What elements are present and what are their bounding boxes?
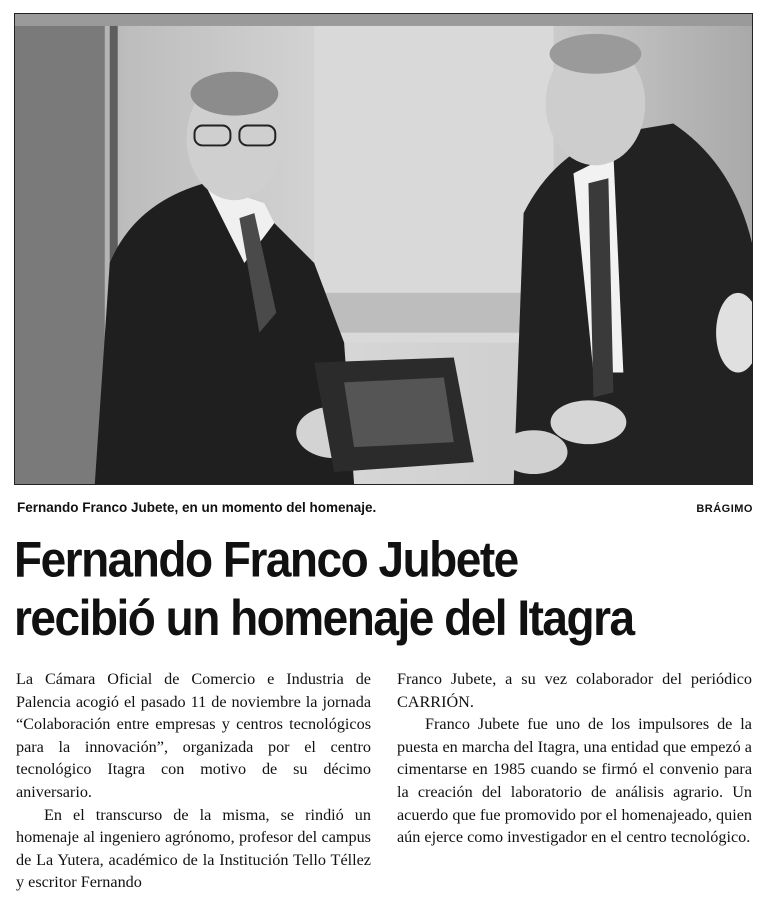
news-photo xyxy=(14,13,753,485)
photo-illustration xyxy=(15,14,752,484)
headline xyxy=(14,530,759,647)
article-column-2 xyxy=(397,668,752,849)
headline-line-2: recibió un homenaje del Itagra xyxy=(14,589,634,646)
photo-credit: BRÁGIMO xyxy=(696,503,753,515)
article-paragraph: La Cámara Oficial de Comercio e Industria de Palencia acogió el pasado 11 de noviembre la jornada “Colaboración entre empresas y centros tecnológicos para la innovación”, organizada por el centro tecnológico Itagra con motivo de su décimo aniversario. xyxy=(16,670,371,801)
article-paragraph: Franco Jubete, a su vez colaborador del periódico CARRIÓN. xyxy=(397,670,752,711)
photo-caption: Fernando Franco Jubete, en un momento del homenaje. xyxy=(17,500,377,515)
article-column-1 xyxy=(16,668,371,894)
article-paragraph: En el transcurso de la misma, se rindió un homenaje al ingeniero agrónomo, profesor del campus de La Yutera, académico de la Institución Tello Téllez y escritor Fernando xyxy=(16,805,371,892)
article-paragraph: Franco Jubete fue uno de los impulsores de la puesta en marcha del Itagra, una entidad que empezó a cimentarse en 1985 cuando se firmó el convenio para la creación del laboratorio de análisis agrario. Un acuerdo que fue promovido por el homenajeado, quien aún ejerce como investigador en el centro tecnológico. xyxy=(397,715,752,847)
headline-line-1: Fernando Franco Jubete xyxy=(14,531,518,588)
